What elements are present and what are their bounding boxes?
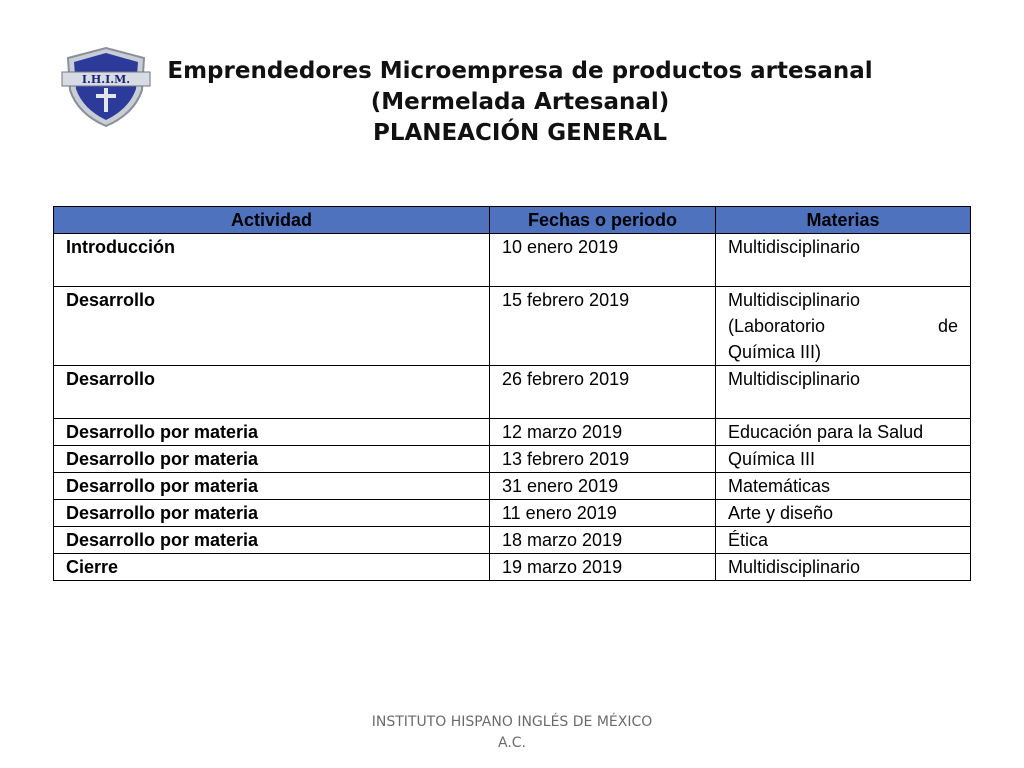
cell-materia — [716, 287, 971, 366]
footer — [320, 712, 704, 754]
table-row — [54, 419, 971, 446]
cell-fecha: 19 marzo 2019 — [490, 554, 716, 581]
cell-actividad: Cierre — [54, 554, 490, 581]
cell-materia: Multidisciplinario — [716, 554, 971, 581]
table-row — [54, 473, 971, 500]
header-actividad: Actividad — [54, 207, 490, 234]
title-line-2: (Mermelada Artesanal) — [370, 89, 670, 115]
cell-materia: Educación para la Salud — [716, 419, 971, 446]
cell-actividad: Desarrollo por materia — [54, 419, 490, 446]
table-row — [54, 446, 971, 473]
footer-line-1: INSTITUTO HISPANO INGLÉS DE MÉXICO — [371, 714, 653, 730]
shield-logo-icon — [60, 44, 152, 130]
cell-actividad: Desarrollo por materia — [54, 527, 490, 554]
table-row — [54, 554, 971, 581]
logo-lettering: I.H.I.M. — [81, 73, 131, 86]
materia-line-2 — [728, 313, 958, 339]
cell-fecha: 10 enero 2019 — [490, 234, 716, 287]
cell-materia: Multidisciplinario — [716, 234, 971, 287]
header-materias: Materias — [716, 207, 971, 234]
cell-fecha: 26 febrero 2019 — [490, 366, 716, 419]
footer-line-2: A.C. — [497, 735, 526, 751]
planning-table — [53, 206, 971, 581]
materia-line-3: Química III) — [728, 342, 822, 362]
cell-materia: Química III — [716, 446, 971, 473]
cell-fecha: 31 enero 2019 — [490, 473, 716, 500]
cell-materia: Multidisciplinario — [716, 366, 971, 419]
cell-actividad: Desarrollo por materia — [54, 473, 490, 500]
cell-fecha: 15 febrero 2019 — [490, 287, 716, 366]
cell-fecha: 13 febrero 2019 — [490, 446, 716, 473]
materia-line-2a: (Laboratorio — [728, 316, 826, 336]
page-title — [150, 56, 890, 149]
table-row — [54, 287, 971, 366]
table-row — [54, 366, 971, 419]
cell-actividad: Desarrollo — [54, 287, 490, 366]
cell-fecha: 18 marzo 2019 — [490, 527, 716, 554]
cell-materia: Ética — [716, 527, 971, 554]
materia-line-1: Multidisciplinario — [728, 290, 861, 310]
cell-actividad: Desarrollo — [54, 366, 490, 419]
cell-actividad: Desarrollo por materia — [54, 446, 490, 473]
title-line-1: Emprendedores Microempresa de productos artesanal — [167, 58, 873, 84]
header-fechas: Fechas o periodo — [490, 207, 716, 234]
cell-materia: Arte y diseño — [716, 500, 971, 527]
table-row — [54, 500, 971, 527]
cell-fecha: 12 marzo 2019 — [490, 419, 716, 446]
table-row — [54, 234, 971, 287]
cell-fecha: 11 enero 2019 — [490, 500, 716, 527]
cell-actividad: Introducción — [54, 234, 490, 287]
cell-materia: Matemáticas — [716, 473, 971, 500]
cell-actividad: Desarrollo por materia — [54, 500, 490, 527]
table-row — [54, 527, 971, 554]
materia-line-2b: de — [937, 316, 958, 336]
title-line-3: PLANEACIÓN GENERAL — [372, 120, 668, 146]
table-header-row — [54, 207, 971, 234]
